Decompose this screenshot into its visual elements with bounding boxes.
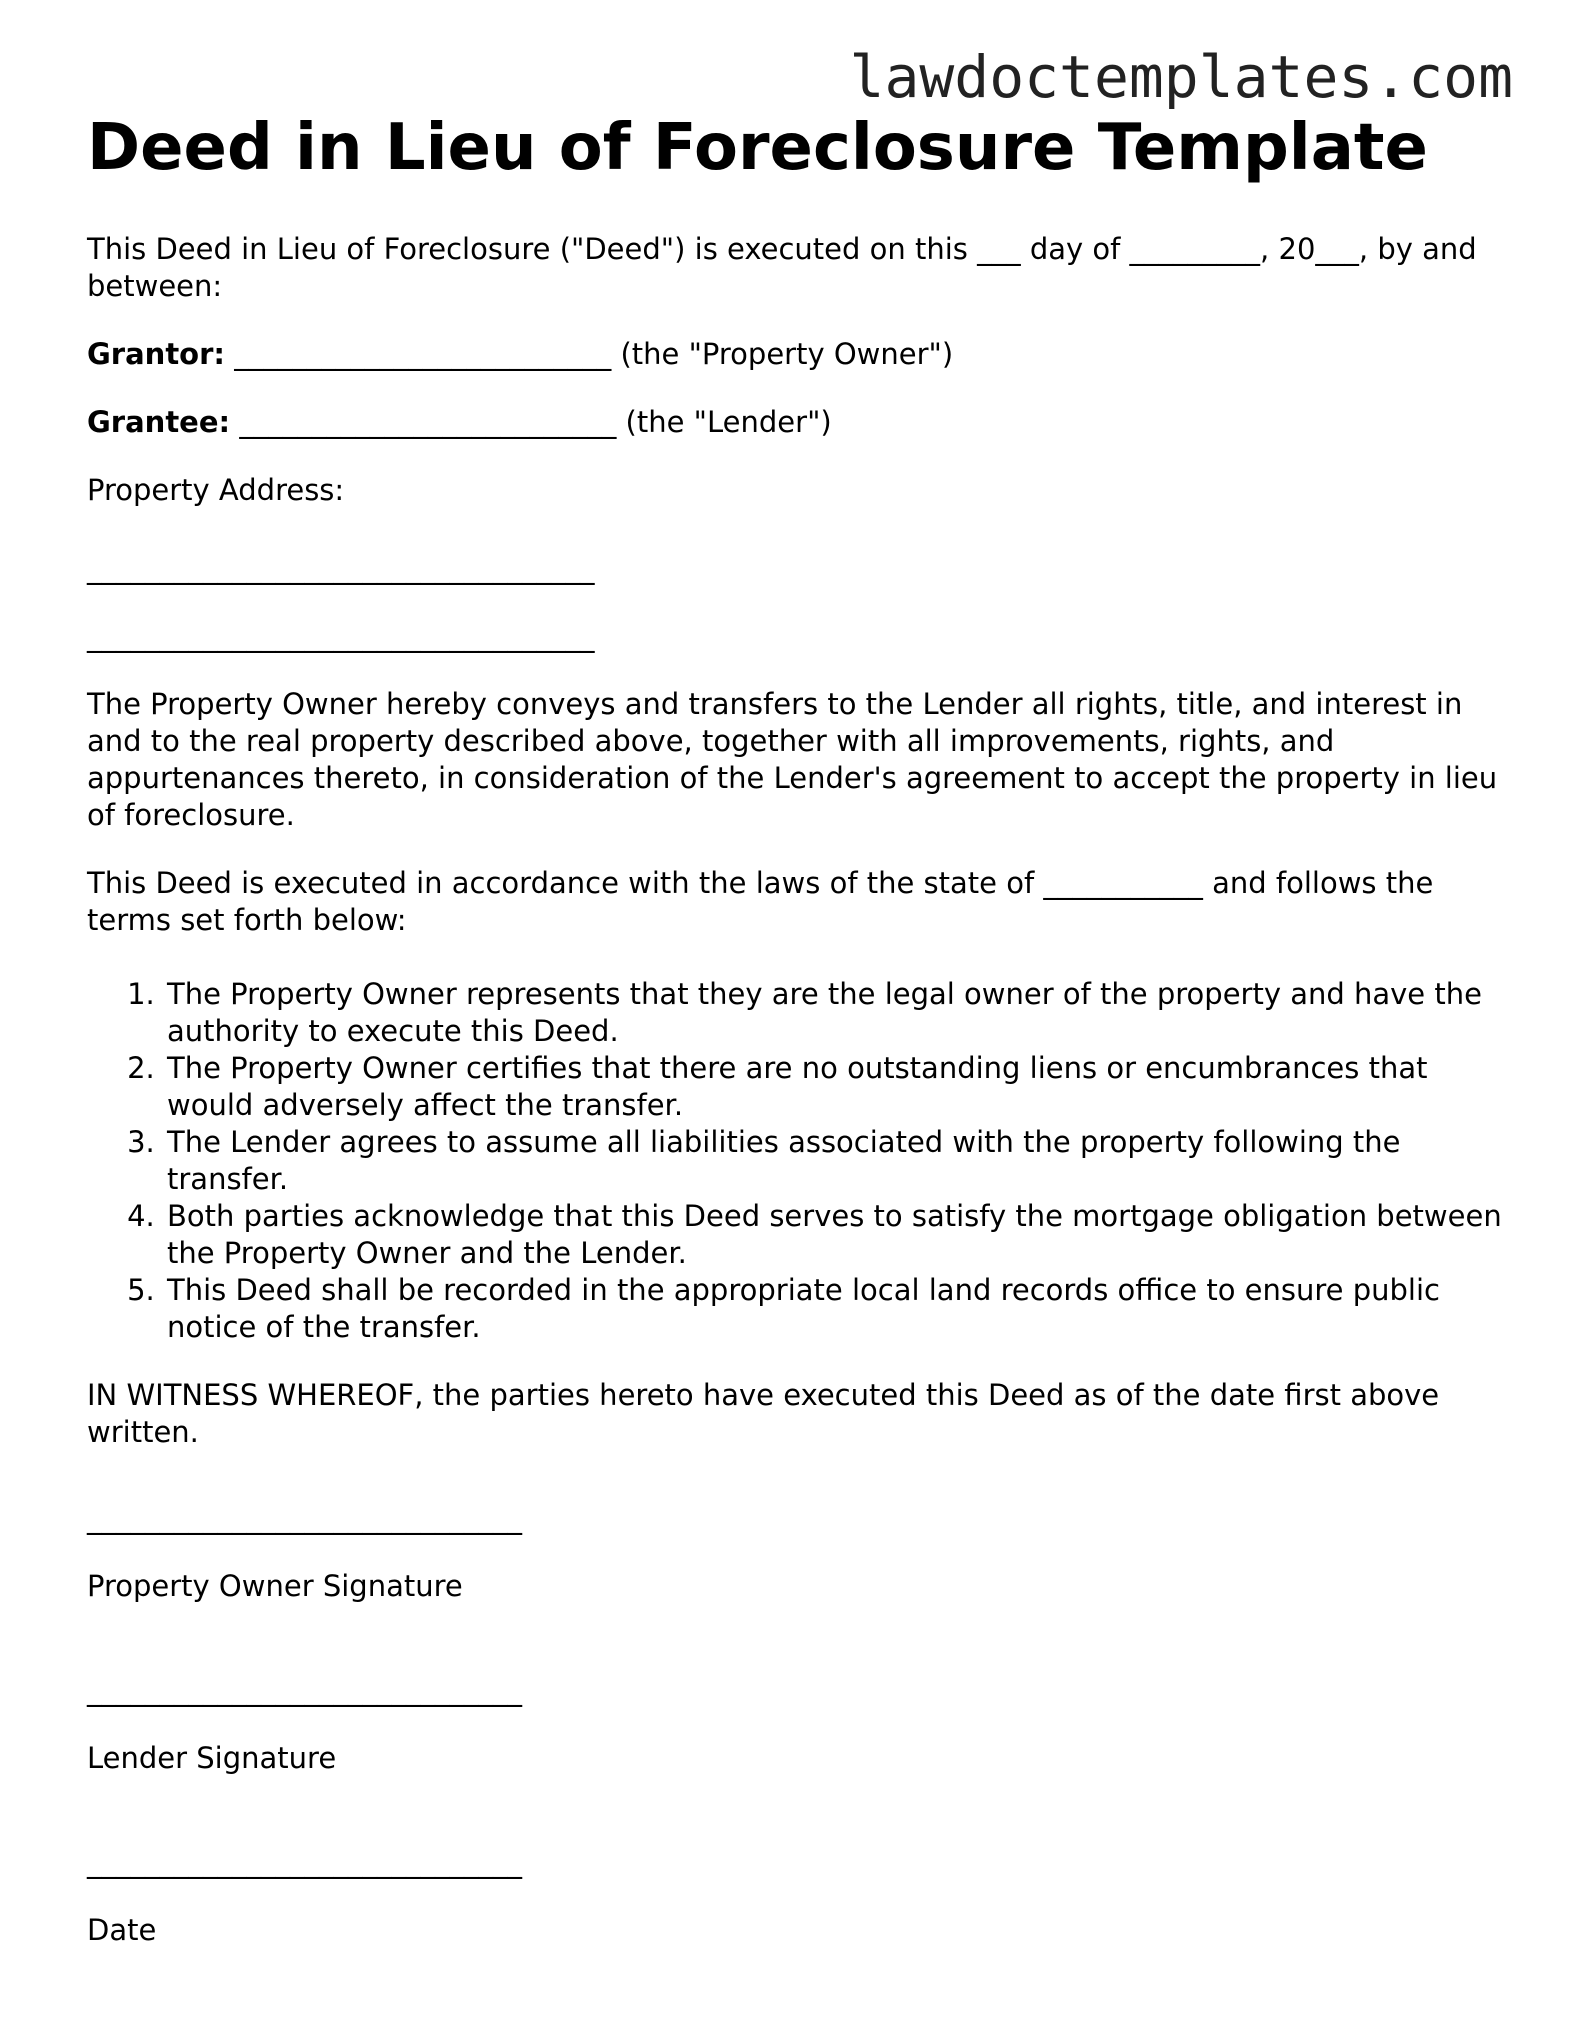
signature-block: [87, 1500, 1507, 1949]
grantee-line: [87, 404, 1507, 441]
term-item: 2. The Property Owner certifies that there are no outstanding liens or encumbrances that would adversely affect the transfer.: [164, 1050, 1507, 1124]
address-line: ___________________________________: [87, 618, 595, 653]
document-title: Deed in Lieu of Foreclosure Template: [87, 111, 1428, 185]
grantor-field: __________________________ (the "Property Owner"): [225, 336, 954, 371]
governing-law-paragraph: This Deed is executed in accordance with the laws of the state of ___________ and follows the terms set forth below:: [87, 865, 1434, 937]
grantor-line: [87, 336, 1507, 373]
term-item: 4. Both parties acknowledge that this Deed serves to satisfy the mortgage obligation between the Property Owner and the Lender.: [164, 1198, 1507, 1272]
term-item: 5. This Deed shall be recorded in the appropriate local land records office to ensure public notice of the transfer.: [164, 1272, 1507, 1346]
property-owner-signature-line: ______________________________: [87, 1500, 522, 1535]
term-item: 3. The Lender agrees to assume all liabilities associated with the property following the transfer.: [164, 1124, 1507, 1198]
date-line: ______________________________: [87, 1844, 522, 1879]
date-label: Date: [87, 1912, 157, 1947]
address-line: ___________________________________: [87, 550, 595, 585]
property-address-block: [87, 550, 1507, 655]
grantee-label: Grantee:: [87, 404, 231, 439]
witness-paragraph: IN WITNESS WHEREOF, the parties hereto have executed this Deed as of the date first above written.: [87, 1377, 1440, 1449]
site-watermark: lawdoctemplates.com: [849, 43, 1513, 111]
property-owner-signature-label: Property Owner Signature: [87, 1568, 463, 1603]
conveyance-paragraph: The Property Owner hereby conveys and transfers to the Lender all rights, title, and interest in and to the real property described above, together with all improvements, rights, and appurtenances thereto, in consideration of the Lender's agreement to accept the property in lieu of foreclosure.: [87, 686, 1498, 832]
lender-signature-label: Lender Signature: [87, 1740, 337, 1775]
term-item: 1. The Property Owner represents that they are the legal owner of the property and have the authority to execute this Deed.: [164, 976, 1507, 1050]
grantor-label: Grantor:: [87, 336, 226, 371]
property-address-label: Property Address:: [87, 472, 345, 507]
terms-list: [87, 976, 1507, 1346]
intro-paragraph: This Deed in Lieu of Foreclosure ("Deed") is executed on this ___ day of _________, 20___, by and between:: [87, 231, 1477, 303]
lender-signature-line: ______________________________: [87, 1672, 522, 1707]
document-body: [87, 110, 1507, 2016]
grantee-field: __________________________ (the "Lender"): [230, 404, 832, 439]
